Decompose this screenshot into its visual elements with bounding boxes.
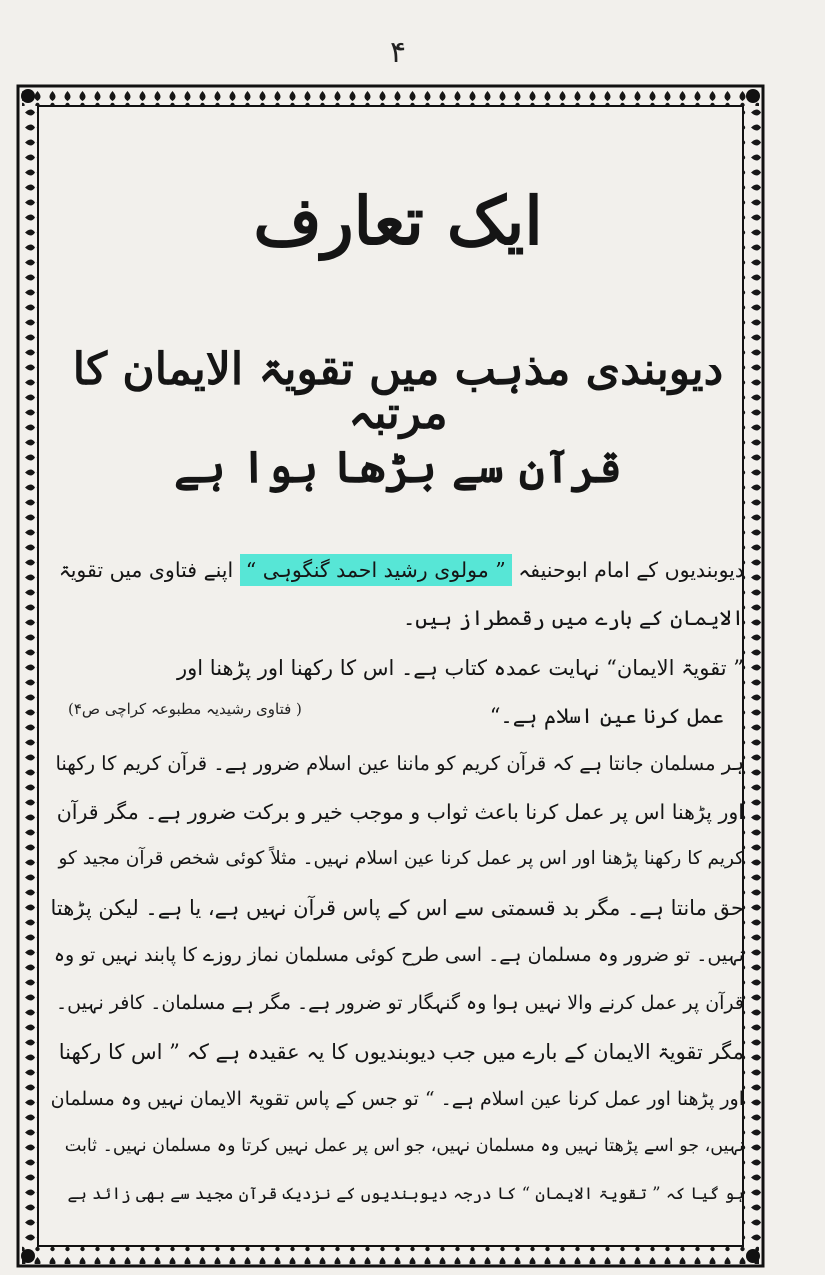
border-corner-bl [21,1249,35,1263]
page-content [48,110,748,1230]
page-number: ۴ [389,35,407,70]
subtitle-line-2: قرآن سے بڑھا ہوا ہے [174,442,622,493]
body-line-12: اور پڑھنا اور عمل کرنا عین اسلام ہے۔ “ تو جس کے پاس تقویۃ الایمان نہیں وہ مسلمان [50,1088,744,1110]
highlighted-name: ” مولوی رشید احمد گنگوہی “ [240,554,512,586]
border-top-band [22,88,759,106]
border-corner-tl [21,89,35,103]
body-line-7: کریم کا رکھنا پڑھنا اور اس پر عمل کرنا عین اسلام نہیں۔ مثلاً کوئی شخص قرآن مجید کو [58,848,744,869]
subtitle-line-1: دیوبندی مذہب میں تقویۃ الایمان کا مرتبہ [72,344,724,439]
body-line-11: مگر تقویۃ الایمان کے بارے میں جب دیوبندیوں کا یہ عقیدہ ہے کہ ” اس کا رکھنا [58,1040,744,1064]
body-line-1 [48,560,744,581]
border-left-band [20,106,38,1246]
body-line-6: اور پڑھنا اس پر عمل کرنا باعث ثواب و موجب خیر و برکت ضرور ہے۔ مگر قرآن [56,800,744,824]
body-line-5: ہر مسلمان جانتا ہے کہ قرآن کریم کو ماننا عین اسلام ضرور ہے۔ قرآن کریم کا رکھنا [55,752,744,775]
body-line-2: الایمان کے بارے میں رقمطراز ہیں۔ [403,606,744,630]
body-line-1-post: اپنے فتاوی میں تقویۃ [58,558,234,582]
body-line-3: ” تقویۃ الایمان“ نہایت عمدہ کتاب ہے۔ اس کا رکھنا اور پڑھنا اور [177,656,744,680]
main-title: ایک تعارف [253,182,543,260]
body-line-13: نہیں، جو اسے پڑھتا نہیں وہ مسلمان نہیں، جو اس پر عمل نہیں کرتا وہ مسلمان نہیں۔ ثابت [64,1136,744,1156]
body-line-14: ہو گیا کہ ” تقویۃ الایمان “ کا درجہ دیوبندیوں کے نزدیک قرآن مجید سے بھی زائد ہے [67,1184,744,1203]
body-line-9: نہیں۔ تو ضرور وہ مسلمان ہے۔ اسی طرح کوئی مسلمان نماز روزے کا پابند نہیں تو وہ [53,944,744,966]
border-corner-br [746,1249,760,1263]
body-line-4: عمل کرنا عین اسلام ہے۔“ [489,704,724,728]
body-line-1-pre: دیوبندیوں کے امام ابوحنیفہ [518,558,744,582]
body-line-10: قرآن پر عمل کرنے والا نہیں ہوا وہ گنہگار تو ضرور ہے۔ مگر ہے مسلمان۔ کافر نہیں۔ [56,992,744,1014]
border-corner-tr [746,89,760,103]
body-line-8: حق مانتا ہے۔ مگر بد قسمتی سے اس کے پاس قرآن نہیں ہے، یا ہے۔ لیکن پڑھتا [50,896,744,920]
reference-citation: ( فتاوی رشیدیہ مطبوعہ کراچی ص۴) [68,700,302,718]
border-bottom-band [22,1246,759,1264]
